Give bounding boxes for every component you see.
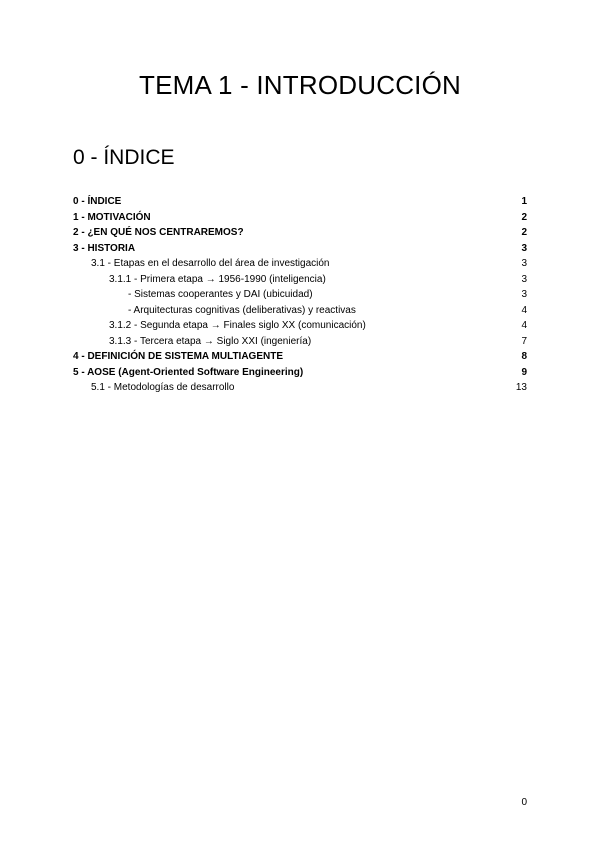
toc-entry[interactable] xyxy=(73,241,527,257)
toc-entry[interactable] xyxy=(73,303,527,319)
toc-entry-label: 3.1.2 - Segunda etapa → Finales siglo XX (comunicación) xyxy=(109,320,366,331)
toc-entry[interactable] xyxy=(73,318,527,334)
toc-entry-label: 3.1.3 - Tercera etapa → Siglo XXI (ingeniería) xyxy=(109,335,312,347)
toc-entry-label: 3 - HISTORIA xyxy=(73,242,136,254)
toc-entry[interactable] xyxy=(73,287,527,303)
toc-entry-label: - Arquitecturas cognitivas (deliberativas) y reactivas xyxy=(128,304,356,316)
toc-entry-page: 3 xyxy=(521,273,527,285)
toc-entry-page: 2 xyxy=(521,211,527,223)
toc-entry-label: 4 - DEFINICIÓN DE SISTEMA MULTIAGENTE xyxy=(73,351,284,362)
toc-entry[interactable] xyxy=(73,194,527,210)
toc-entry-page: 9 xyxy=(521,366,527,378)
toc-entry-page: 3 xyxy=(521,242,527,254)
toc-entry-label: 3.1 - Etapas en el desarrollo del área de investigación xyxy=(91,258,330,269)
toc-entry-label: 5 - AOSE (Agent-Oriented Software Engineering) xyxy=(73,366,304,378)
toc-entry[interactable] xyxy=(73,225,527,241)
toc-entry-page: 7 xyxy=(521,335,527,347)
toc-entry-page: 4 xyxy=(521,320,527,331)
footer-page-number: 0 xyxy=(521,797,527,808)
section-heading: 0 - ÍNDICE xyxy=(73,146,175,169)
toc-entry-label: 3.1.1 - Primera etapa → 1956-1990 (inteligencia) xyxy=(109,273,326,285)
toc-entry[interactable] xyxy=(73,272,527,288)
toc-entry[interactable] xyxy=(73,349,527,365)
toc-entry-label: 0 - ÍNDICE xyxy=(73,196,122,207)
toc-entry-page: 2 xyxy=(521,227,527,238)
toc-entry-label: 2 - ¿EN QUÉ NOS CENTRAREMOS? xyxy=(73,227,244,238)
toc-entry-page: 3 xyxy=(521,289,527,300)
toc-entry-label: 1 - MOTIVACIÓN xyxy=(73,211,151,223)
toc-entry[interactable] xyxy=(73,380,527,396)
toc-entry-page: 3 xyxy=(521,258,527,269)
toc-entry-page: 8 xyxy=(521,351,527,362)
toc-entry-page: 13 xyxy=(515,382,527,393)
toc-entry[interactable] xyxy=(73,256,527,272)
toc-entry-label: - Sistemas cooperantes y DAI (ubicuidad) xyxy=(128,289,313,300)
document-title: TEMA 1 - INTRODUCCIÓN xyxy=(139,70,461,100)
toc-entry[interactable] xyxy=(73,210,527,226)
toc-entry[interactable] xyxy=(73,334,527,350)
toc-entry[interactable] xyxy=(73,365,527,381)
toc-entry-label: 5.1 - Metodologías de desarrollo xyxy=(91,382,235,393)
toc-entry-page: 1 xyxy=(521,196,527,207)
table-of-contents xyxy=(73,194,527,396)
toc-entry-page: 4 xyxy=(521,304,527,316)
